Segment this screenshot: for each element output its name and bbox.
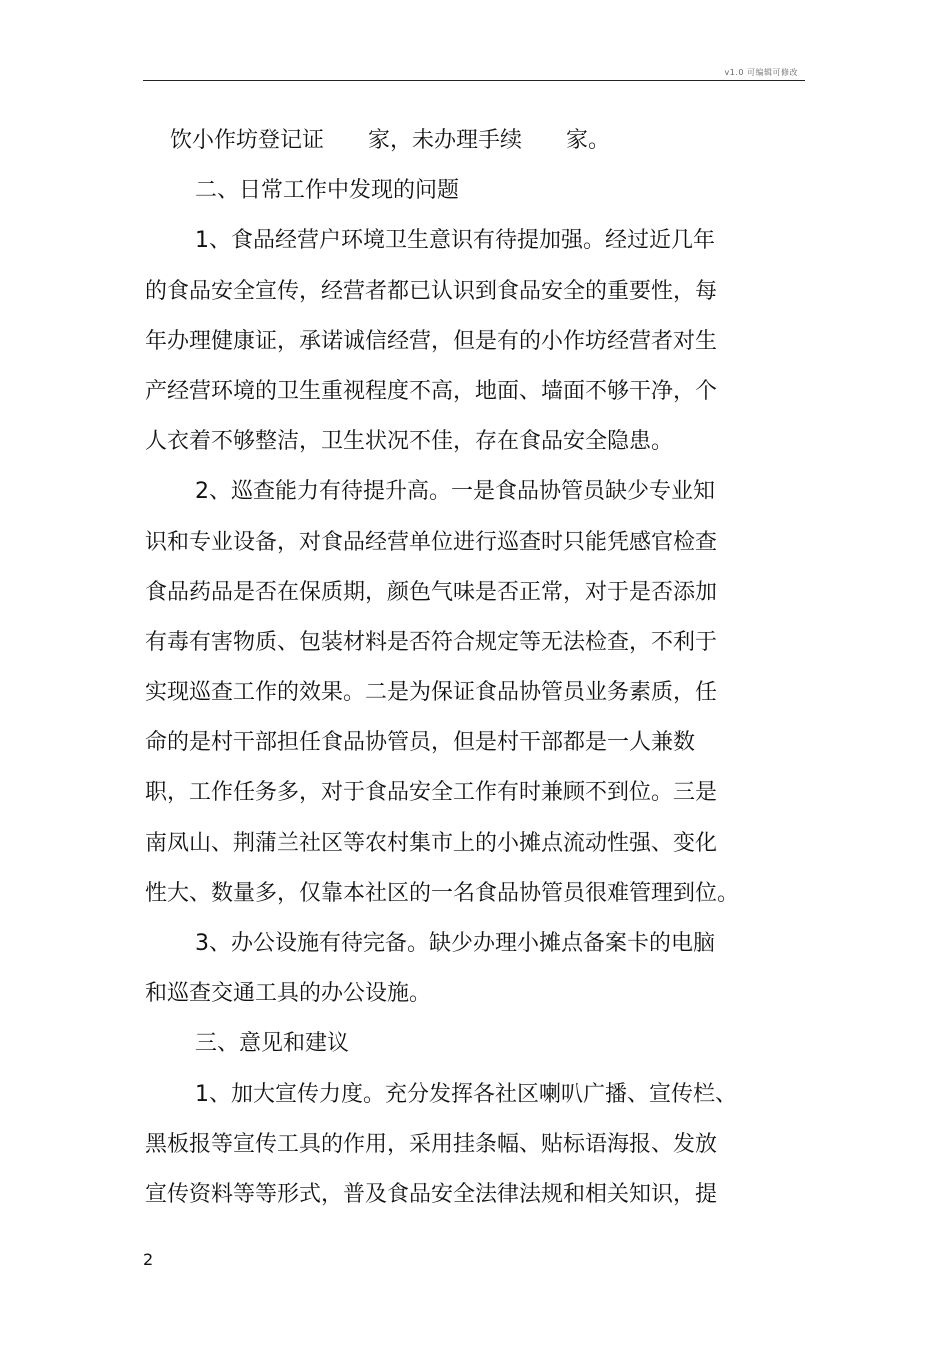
- body-line-21: 黑板报等宣传工具的作用，采用挂条幅、贴标语海报、发放: [145, 1131, 718, 1157]
- body-line-7: 人衣着不够整洁，卫生状况不佳，存在食品安全隐患。: [145, 429, 674, 455]
- body-line-3: 1、食品经营户环境卫生意识有待提加强。经过近几年: [195, 228, 715, 254]
- body-line-17: 3、办公设施有待完备。缺少办理小摊点备案卡的电脑: [195, 931, 715, 956]
- body-line-20: 1、加大宣传力度。充分发挥各社区喇叭广播、宣传栏、: [195, 1081, 737, 1107]
- body-line-11: 有毒有害物质、包装材料是否符合规定等无法检查，不利于: [145, 629, 718, 655]
- body-line-22: 宣传资料等等形式，普及食品安全法律法规和相关知识，提: [145, 1181, 718, 1207]
- body-line-13: 命的是村干部担任食品协管员，但是村干部都是一人兼数: [145, 730, 696, 756]
- body-line-9: 识和专业设备，对食品经营单位进行巡查时只能凭感官检查: [145, 529, 718, 555]
- body-line-6: 产经营环境的卫生重视程度不高，地面、墙面不够干净，个: [145, 378, 718, 404]
- page-number: 2: [143, 1250, 154, 1269]
- body-line-15: 南凤山、荆蒲兰社区等农村集市上的小摊点流动性强、变化: [145, 830, 718, 856]
- section-heading-3: 三、意见和建议: [195, 1031, 350, 1057]
- body-line-14: 职，工作任务多，对于食品安全工作有时兼顾不到位。三是: [145, 780, 718, 806]
- version-note: v1.0 可编辑可修改: [724, 68, 798, 77]
- header-divider: [143, 80, 805, 81]
- body-line-8: 2、巡查能力有待提升高。一是食品协管员缺少专业知: [195, 479, 715, 505]
- body-line-12: 实现巡查工作的效果。二是为保证食品协管员业务素质，任: [145, 680, 718, 706]
- body-line-4: 的食品安全宣传，经营者都已认识到食品安全的重要性，每: [145, 278, 718, 304]
- document-body: [145, 116, 745, 1220]
- section-heading-2: 二、日常工作中发现的问题: [195, 178, 460, 204]
- body-line-1: 饮小作坊登记证 家，未办理手续 家。: [170, 128, 611, 153]
- body-line-10: 食品药品是否在保质期，颜色气味是否正常，对于是否添加: [145, 579, 718, 605]
- body-line-5: 年办理健康证，承诺诚信经营，但是有的小作坊经营者对生: [145, 328, 718, 354]
- body-line-16: 性大、数量多，仅靠本社区的一名食品协管员很难管理到位。: [145, 880, 740, 906]
- body-line-18: 和巡查交通工具的办公设施。: [145, 981, 432, 1007]
